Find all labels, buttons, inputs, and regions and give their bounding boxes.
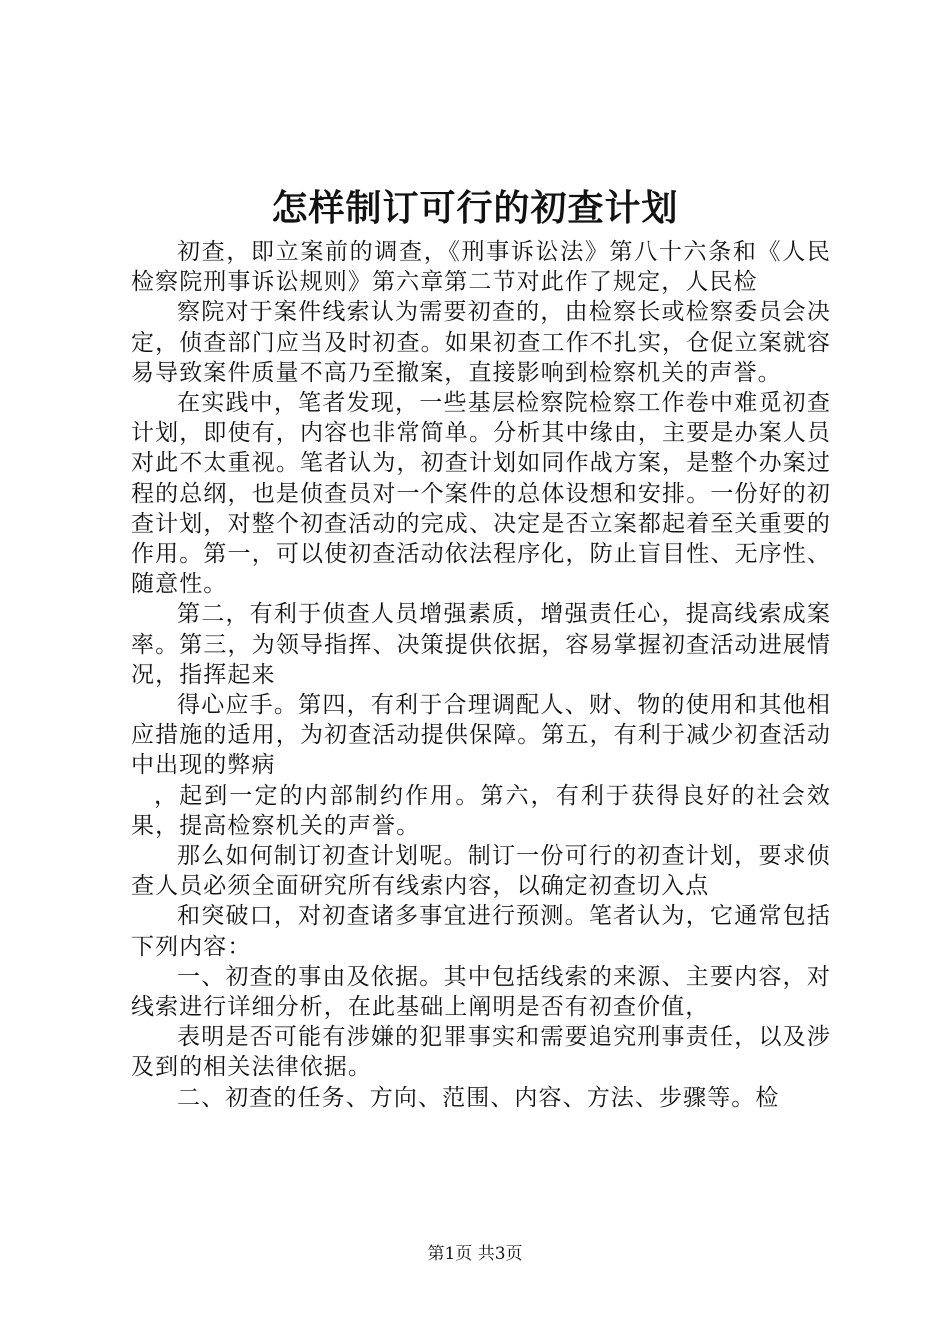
paragraph-4: 第二，有利于侦查人员增强素质，增强责任心，提高线索成案率。第三，为领导指挥、决策提供依据，容易掌握初查活动进展情况，指挥起来	[131, 601, 831, 688]
paragraph-10: 表明是否可能有涉嫌的犯罪事实和需要追究刑事责任，以及涉及到的相关法律依据。	[131, 1024, 831, 1081]
document-body	[131, 237, 831, 1113]
paragraph-7: 那么如何制订初查计划呢。制订一份可行的初查计划，要求侦查人员必须全面研究所有线索内容，以确定初查切入点	[131, 843, 831, 900]
paragraph-5: 得心应手。第四，有利于合理调配人、财、物的使用和其他相应措施的适用，为初查活动提供保障。第五，有利于减少初查活动中出现的弊病	[131, 692, 831, 779]
paragraph-11: 二、初查的任务、方向、范围、内容、方法、步骤等。检	[177, 1084, 780, 1111]
paragraph-3: 在实践中，笔者发现，一些基层检察院检察工作卷中难觅初查计划，即使有，内容也非常简单。分析其中缘由，主要是办案人员对此不太重视。笔者认为，初查计划如同作战方案，是整个办案过程的总纲，也是侦查员对一个案件的总体设想和安排。一份好的初查计划，对整个初查活动的完成、决定是否立案都起着至关重要的作用。第一，可以使初查活动依法程序化，防止盲目性、无序性、随意性。	[131, 390, 831, 598]
paragraph-6: ，起到一定的内部制约作用。第六，有利于获得良好的社会效果，提高检察机关的声誉。	[131, 782, 831, 839]
page-footer: 第1页 共3页	[427, 1244, 523, 1264]
paragraph-8: 和突破口，对初查诸多事宜进行预测。笔者认为，它通常包括下列内容：	[131, 903, 831, 960]
paragraph-1: 初查，即立案前的调查，《刑事诉讼法》第八十六条和《人民检察院刑事诉讼规则》第六章第二节对此作了规定，人民检	[131, 239, 831, 296]
document-title: 怎样制订可行的初查计划	[271, 187, 679, 229]
paragraph-2: 察院对于案件线索认为需要初查的，由检察长或检察委员会决定，侦查部门应当及时初查。如果初查工作不扎实，仓促立案就容易导致案件质量不高乃至撤案，直接影响到检察机关的声誉。	[131, 299, 831, 386]
paragraph-9: 一、初查的事由及依据。其中包括线索的来源、主要内容，对线索进行详细分析，在此基础上阐明是否有初查价值，	[131, 963, 831, 1021]
